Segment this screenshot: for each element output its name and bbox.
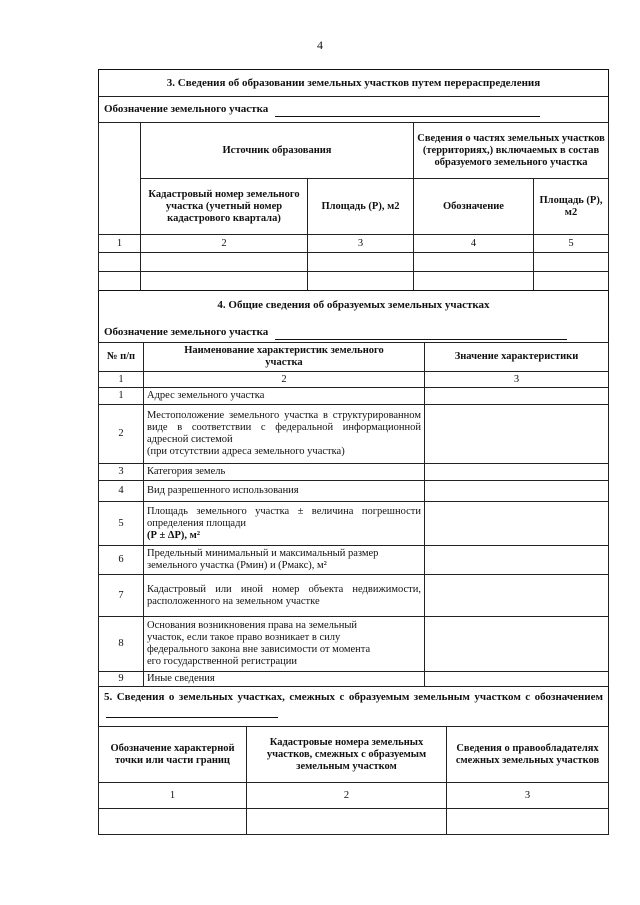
- s3-empty-row: [99, 253, 609, 272]
- s4-row-no: 7: [99, 575, 144, 617]
- section3-table: [98, 122, 609, 291]
- s4-row-value[interactable]: [425, 405, 609, 464]
- s4-row-value[interactable]: [425, 546, 609, 575]
- s4-row-no: 8: [99, 617, 144, 672]
- section5-table: [98, 726, 609, 835]
- s4-row-name: Категория земель: [144, 464, 425, 481]
- section3-designation-row: [99, 99, 608, 119]
- s4-row: [99, 546, 609, 575]
- s3-col-area: Площадь (Р), м2: [308, 179, 414, 235]
- s4-row-name: Иные сведения: [144, 672, 425, 687]
- s5-cell[interactable]: [447, 809, 609, 835]
- s5-cell[interactable]: [247, 809, 447, 835]
- s5-cell[interactable]: [99, 809, 247, 835]
- s4-num: 2: [144, 372, 425, 388]
- s4-row-no: 1: [99, 388, 144, 405]
- s4-row-value[interactable]: [425, 481, 609, 502]
- s3-cell[interactable]: [141, 272, 308, 291]
- s4-row: [99, 405, 609, 464]
- s3-col-area2: Площадь (Р), м2: [534, 179, 609, 235]
- s4-row: [99, 464, 609, 481]
- s4-row-text2: земельного участка (Рмин) и (Рмакс), м²: [147, 560, 327, 571]
- s3-cell[interactable]: [308, 272, 414, 291]
- section4-designation-field[interactable]: [275, 329, 567, 340]
- s4-num: 3: [425, 372, 609, 388]
- s4-row: [99, 575, 609, 617]
- s3-col-cadastral: Кадастровый номер земельного участка (учетный номер кадастрового квартала): [141, 179, 308, 235]
- s4-row-text: Предельный минимальный и максимальный размер: [147, 548, 379, 559]
- section3-title: 3. Сведения об образовании земельных участков путем перераспределения: [166, 77, 541, 89]
- s4-row-no: 3: [99, 464, 144, 481]
- s3-num: 4: [414, 235, 534, 253]
- s3-cell[interactable]: [534, 253, 609, 272]
- s4-row-value[interactable]: [425, 672, 609, 687]
- s3-cell[interactable]: [141, 253, 308, 272]
- s4-row: [99, 502, 609, 546]
- s3-cell[interactable]: [414, 272, 534, 291]
- s4-row: [99, 672, 609, 687]
- section3-table-wrap: [99, 122, 608, 291]
- s4-row-name: Основания возникновения права на земельный участок, если такое право возникает в силу федерального закона вне зависимости от момента его государственной регистрации: [144, 617, 425, 672]
- s4-row: [99, 388, 609, 405]
- page-number: 4: [317, 38, 323, 52]
- s5-col-owners: Сведения о правообладателях смежных земельных участков: [447, 727, 609, 783]
- s3-cell[interactable]: [414, 253, 534, 272]
- s3-num: 1: [99, 235, 141, 253]
- s4-row-name: [144, 502, 425, 546]
- s4-row-no: 6: [99, 546, 144, 575]
- s3-num: 5: [534, 235, 609, 253]
- s3-cell[interactable]: [534, 272, 609, 291]
- s4-row-value[interactable]: [425, 388, 609, 405]
- s4-row-no: 9: [99, 672, 144, 687]
- s3-num: 3: [308, 235, 414, 253]
- s4-row-text: Местоположение земельного участка в структурированном виде в соответствии с федеральной информационной адресной системой: [147, 410, 421, 445]
- section3-designation-field[interactable]: [275, 106, 540, 117]
- s4-row-name: Адрес земельного участка: [144, 388, 425, 405]
- s3-col-designation: Обозначение: [414, 179, 534, 235]
- s4-row-name: [144, 546, 425, 575]
- s4-col-no: № п/п: [99, 343, 144, 372]
- s4-row-text2: (Р ± ΔР), м²: [147, 529, 200, 541]
- s5-num: 3: [447, 783, 609, 809]
- s4-col-name: Наименование характеристик земельного участка: [144, 343, 425, 372]
- s4-row: [99, 617, 609, 672]
- s3-cell[interactable]: [99, 272, 141, 291]
- s4-num: 1: [99, 372, 144, 388]
- s3-blank-head: [99, 123, 141, 235]
- section5-table-wrap: [99, 726, 608, 835]
- s4-row-name: Вид разрешенного использования: [144, 481, 425, 502]
- section3-title-row: [99, 70, 608, 96]
- section4-table: [98, 342, 609, 687]
- section5-title-block: [99, 690, 608, 718]
- s3-col-source: Источник образования: [141, 123, 414, 179]
- s4-row-text: Площадь земельного участка ± величина погрешности определения площади: [147, 505, 421, 529]
- s4-row-no: 2: [99, 405, 144, 464]
- section4-title: 4. Общие сведения об образуемых земельных участках: [217, 299, 490, 311]
- section4-table-wrap: [99, 342, 608, 687]
- section5-title-text: 5. Сведения о земельных участках, смежных с образуемым земельным участком с обозначением: [104, 691, 603, 703]
- s4-row-value[interactable]: [425, 617, 609, 672]
- s4-row-value[interactable]: [425, 502, 609, 546]
- s4-row-value[interactable]: [425, 464, 609, 481]
- s5-num: 2: [247, 783, 447, 809]
- s3-col-parts: Сведения о частях земельных участков (территориях,) включаемых в состав образуемого земельного участка: [414, 123, 609, 179]
- s4-row-name: [144, 405, 425, 464]
- s5-col-point: Обозначение характерной точки или части границ: [99, 727, 247, 783]
- s4-row-name: Кадастровый или иной номер объекта недвижимости, расположенного на земельном участке: [144, 575, 425, 617]
- s3-cell[interactable]: [308, 253, 414, 272]
- s3-empty-row: [99, 272, 609, 291]
- s4-row-value[interactable]: [425, 575, 609, 617]
- s4-row-no: 4: [99, 481, 144, 502]
- section4-designation-label: Обозначение земельного участка: [104, 326, 269, 338]
- s4-row: [99, 481, 609, 502]
- form-frame: [98, 69, 609, 835]
- section5-title: [104, 690, 603, 718]
- section3-designation-label: Обозначение земельного участка: [104, 103, 269, 115]
- s3-cell[interactable]: [99, 253, 141, 272]
- s4-col-value: Значение характеристики: [425, 343, 609, 372]
- s3-num: 2: [141, 235, 308, 253]
- s5-num: 1: [99, 783, 247, 809]
- s5-col-cadastral: Кадастровые номера земельных участков, смежных с образуемым земельным участком: [247, 727, 447, 783]
- s5-empty-row: [99, 809, 609, 835]
- section5-designation-field[interactable]: [106, 707, 278, 718]
- s4-row-no: 5: [99, 502, 144, 546]
- s4-row-text2: (при отсутствии адреса земельного участка): [147, 446, 345, 457]
- section4-title-row: [99, 296, 608, 314]
- section4-designation-row: [99, 322, 608, 340]
